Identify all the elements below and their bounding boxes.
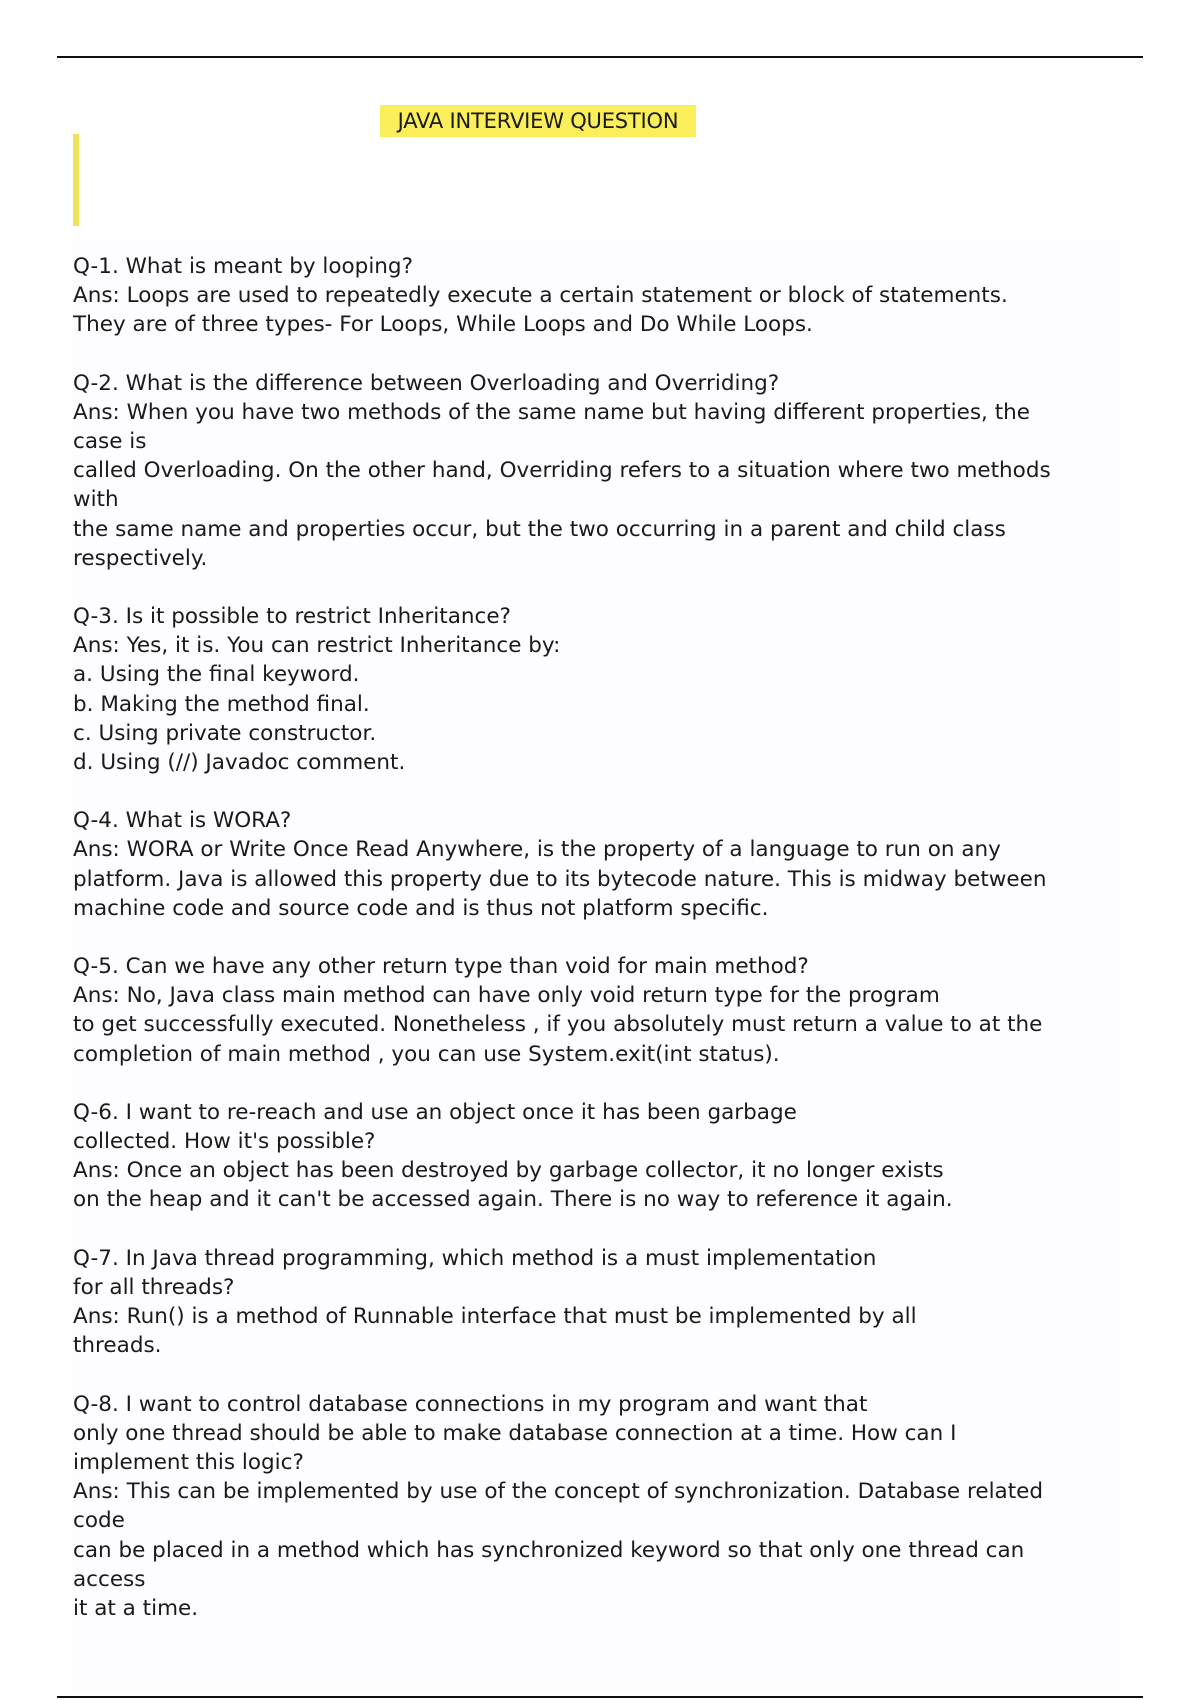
answer-line: Ans: No, Java class main method can have only void return type for the program — [73, 983, 940, 1009]
answer-line: case is — [73, 429, 147, 455]
answer-line: code — [73, 1508, 125, 1534]
question-text: Q-4. What is WORA? — [73, 808, 292, 834]
qa-block — [73, 252, 1123, 340]
answer-line: They are of three types- For Loops, While Loops and Do While Loops. — [73, 312, 813, 338]
answer-line: Ans: WORA or Write Once Read Anywhere, is the property of a language to run on any — [73, 837, 1001, 863]
answer-line: platform. Java is allowed this property due to its bytecode nature. This is midway between — [73, 866, 1047, 892]
qa-block — [73, 369, 1123, 573]
answer-line: called Overloading. On the other hand, Overriding refers to a situation where two methods — [73, 458, 1051, 484]
qa-block — [73, 952, 1123, 1069]
question-text: Q-5. Can we have any other return type than void for main method? — [73, 954, 809, 980]
question-text: Q-3. Is it possible to restrict Inheritance? — [73, 604, 511, 630]
answer-line: the same name and properties occur, but the two occurring in a parent and child class — [73, 516, 1006, 542]
answer-line: it at a time. — [73, 1595, 199, 1621]
qa-block — [73, 806, 1123, 923]
question-text: Q-8. I want to control database connections in my program and want that — [73, 1391, 868, 1417]
answer-line: can be placed in a method which has synchronized keyword so that only one thread can — [73, 1537, 1025, 1563]
answer-line: c. Using private constructor. — [73, 720, 377, 746]
answer-line: implement this logic? — [73, 1449, 304, 1475]
qa-block — [73, 1390, 1123, 1624]
answer-line: only one thread should be able to make database connection at a time. How can I — [73, 1420, 957, 1446]
answer-line: Ans: Once an object has been destroyed by garbage collector, it no longer exists — [73, 1158, 944, 1184]
qa-block — [73, 1244, 1123, 1361]
highlight-bar — [73, 134, 79, 226]
answer-line: for all threads? — [73, 1274, 235, 1300]
qa-block — [73, 1098, 1123, 1215]
answer-line: respectively. — [73, 545, 208, 571]
answer-line: on the heap and it can't be accessed again. There is no way to reference it again. — [73, 1187, 953, 1213]
answer-line: b. Making the method final. — [73, 691, 370, 717]
top-rule — [57, 56, 1143, 58]
answer-line: Ans: This can be implemented by use of the concept of synchronization. Database related — [73, 1479, 1044, 1505]
page-title: JAVA INTERVIEW QUESTION — [380, 105, 696, 137]
answer-line: Ans: Run() is a method of Runnable interface that must be implemented by all — [73, 1304, 917, 1330]
answer-line: Ans: Loops are used to repeatedly execute a certain statement or block of statements. — [73, 283, 1008, 309]
answer-line: access — [73, 1566, 146, 1592]
question-text: Q-1. What is meant by looping? — [73, 254, 413, 279]
qa-list — [73, 252, 1123, 1652]
answer-line: d. Using (//) Javadoc comment. — [73, 750, 406, 776]
answer-line: threads. — [73, 1333, 162, 1359]
answer-line: collected. How it's possible? — [73, 1129, 376, 1155]
question-text: Q-7. In Java thread programming, which method is a must implementation — [73, 1245, 877, 1271]
answer-line: completion of main method , you can use System.exit(int status). — [73, 1041, 780, 1067]
answer-line: with — [73, 487, 119, 513]
answer-line: Ans: When you have two methods of the same name but having different properties, the — [73, 399, 1031, 425]
answer-line: machine code and source code and is thus not platform specific. — [73, 895, 769, 921]
answer-line: a. Using the final keyword. — [73, 662, 360, 688]
question-text: Q-2. What is the difference between Overloading and Overriding? — [73, 370, 780, 396]
qa-block — [73, 602, 1123, 777]
bottom-rule — [57, 1696, 1143, 1698]
answer-line: Ans: Yes, it is. You can restrict Inheritance by: — [73, 633, 561, 659]
question-text: Q-6. I want to re-reach and use an object once it has been garbage — [73, 1099, 797, 1125]
answer-line: to get successfully executed. Nonetheless , if you absolutely must return a value to at the — [73, 1012, 1043, 1038]
